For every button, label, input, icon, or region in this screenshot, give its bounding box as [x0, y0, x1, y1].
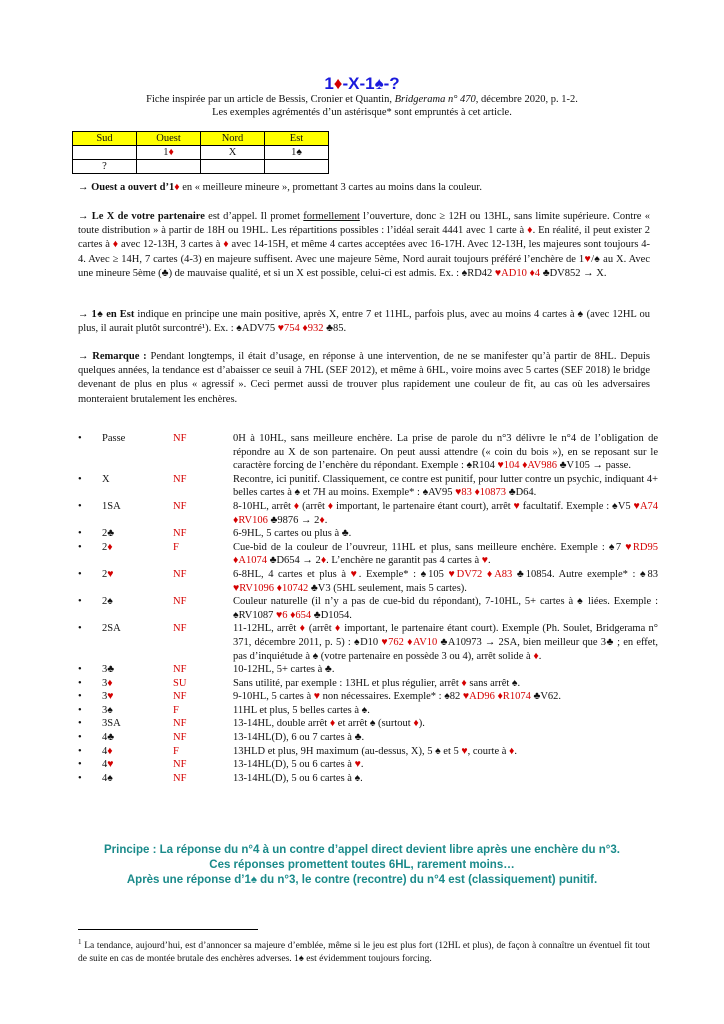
response-bid: X [102, 473, 110, 485]
subtitle: Fiche inspirée par un article de Bessis, Cronier et Quantin, Bridgerama n° 470, décembre 2020, p. 1-2. Les exemples agrémentés d’un astérisque* sont empruntés à cet article. [146, 94, 578, 118]
bullet-icon: • [78, 664, 82, 676]
paragraph-remark: → Remarque : Pendant longtemps, il était d’usage, en réponse à une intervention, de ne se manifester qu’à partir de 8HL. Depuis quelques années, la tendance est d’abaisser ce seuil à 7HL (SEF 2012), et même à 6HL, voire moins avec 5 cartes (SEF 2018) le bridge devenant de plus en plus « agressif ». Ceci permet aussi de trouver plus rapidement une couleur de fit, au cas où les adversaires monteraient brutalement les enchères. [78, 351, 651, 405]
response-bid: 4♠ [102, 772, 113, 784]
response-bid: 3SA [102, 718, 121, 730]
response-item [78, 595, 658, 622]
bullet-icon: • [78, 568, 82, 580]
bullet-icon: • [78, 704, 82, 716]
response-bid: 2♥ [102, 568, 114, 580]
response-item [78, 432, 658, 473]
bid-cell [265, 160, 329, 174]
bullet-icon: • [78, 528, 82, 540]
response-item [78, 731, 658, 745]
response-description: 13-14HL(D), 6 ou 7 cartes à ♣. [233, 732, 365, 744]
bidding-table [72, 131, 329, 174]
paragraph-double: → Le X de votre partenaire est d’appel. Il promet formellement l’ouverture, donc ≥ 12H ou 13HL, sans limite supérieure. Contre « toute distribution » à partir de 18H ou 19HL. Les répartitions possibles : l’idéal serait 4441 avec 1 carte à ♦. En réalité, il peut exister 2 cartes à ♦ avec 12-13H, 3 cartes à ♦ avec 14-15H, et même 4 cartes acceptées avec 16-17H. Avec 12-13H, les majeures sont toujours 4-4. Avec ≥ 14H, 7 cartes (4-3) en majeure suffisent. Avec une majeure 5ème, Nord aurait toujours préféré l’enchère de 1♥/♠ au X. Avec une mineure 5ème (♣) de mauvaise qualité, et si un X est possible, celui-ci est admis. Ex. : ♠RD42 ♥AD10 ♦4 ♣DV852 → X. [78, 211, 651, 279]
bullet-icon: • [78, 433, 82, 444]
bullet-icon: • [78, 473, 82, 485]
response-code: NF [173, 732, 187, 744]
response-code: SU [173, 677, 187, 689]
paragraph-one-spade: → 1♠ en Est indique en principe une main positive, après X, entre 7 et 11HL, parfois plus, avec au moins 4 cartes à ♠ (avec 12HL ou plus, il aurait plutôt surcontré¹). Ex. : ♠ADV75 ♥754 ♦932 ♣85. [78, 309, 650, 335]
page-title: 1♦-X-1♠-? [324, 74, 400, 93]
bid-cell [137, 160, 201, 174]
response-description: 13-14HL(D), 5 ou 6 cartes à ♠. [233, 772, 363, 784]
response-item [78, 541, 658, 568]
response-item [78, 622, 658, 663]
bid-cell [201, 160, 265, 174]
principle-box: Principe : La réponse du n°4 à un contre d’appel direct devient libre après une enchère du n°3. Ces réponses promettent toutes 6HL, rarement moins… Après une réponse d’1♠ du n°3, le contre (recontre) du n°4 est (classiquement) punitif. [104, 844, 620, 886]
response-code: NF [173, 568, 187, 580]
response-description: Couleur naturelle (il n’y a pas de cue-bid du répondant), 7-10HL, 5+ cartes à ♠ liées. Exemple : ♠RV1087 ♥6 ♦654 ♣D1054. [233, 596, 658, 621]
bullet-icon: • [78, 732, 82, 744]
response-code: NF [173, 596, 187, 608]
response-bid: 3♣ [102, 664, 115, 676]
response-bid: 4♥ [102, 759, 114, 771]
response-code: NF [173, 433, 187, 444]
response-description: 9-10HL, 5 cartes à ♥ non nécessaires. Exemple* : ♠82 ♥AD96 ♦R1074 ♣V62. [233, 691, 562, 703]
response-bid: 2♠ [102, 596, 113, 608]
response-item [78, 663, 658, 677]
response-description: 11-12HL, arrêt ♦ (arrêt ♦ important, le partenaire étant court). Exemple (Ph. Soulet, Bridgerama n° 371, décembre 2011, p. 5) : ♠D10 ♥762 ♦AV10 ♣A10973 → 2SA, bien meilleur que 3♣ ; en effet, pas d’inquiétude à ♠ (votre partenaire en possède 3 ou 4), arrêt solide à ♦. [233, 623, 659, 662]
response-code: NF [173, 772, 187, 784]
response-bid: 4♦ [102, 745, 113, 757]
response-item [78, 745, 658, 759]
response-code: NF [173, 528, 187, 540]
response-bid: 3♥ [102, 691, 114, 703]
response-item [78, 772, 658, 786]
response-bid: 2♣ [102, 528, 115, 540]
response-item [78, 473, 658, 500]
bid-header-est: Est [265, 132, 329, 146]
response-description: Recontre, ici punitif. Classiquement, ce contre est punitif, pour lutter contre un psychic, indiquant 4+ belles cartes à ♠ et 7H au moins. Exemple* : ♠AV95 ♥83 ♦10873 ♣D64. [233, 473, 658, 499]
response-bid: 2♦ [102, 541, 113, 553]
bid-cell: 1♦ [137, 146, 201, 160]
response-code: NF [173, 664, 187, 676]
bid-cell: ? [73, 160, 137, 174]
response-description: 13-14HL, double arrêt ♦ et arrêt ♠ (surtout ♦). [233, 718, 425, 730]
bid-header-nord: Nord [201, 132, 265, 146]
response-bid: 1SA [102, 500, 121, 512]
response-bid: 2SA [102, 623, 121, 635]
response-description: 0H à 10HL, sans meilleure enchère. La prise de parole du n°3 délivre le n°4 de l’obligation de répondre au X de son partenaire. On peut aussi attendre (« coin du bois »), en se reposant sur le caractère forcing de l’enchère du répondant. Exemple : ♠R104 ♥104 ♦AV986 ♣V105 → passe. [233, 433, 658, 472]
footnote: $^1$ La tendance, aujourd’hui, est d’annoncer sa majeure d’emblée, même si le jeu est plus fort (12HL et plus), de façon à connaître un éventuel fit tout de suite en cas de montée brutale des enchères adverses. 1♠ est évidemment toujours forcing. [78, 938, 650, 965]
response-code: F [173, 541, 179, 553]
response-description: 13HLD et plus, 9H maximum (au-dessus, X), 5 ♠ et 5 ♥, courte à ♦. [233, 745, 518, 757]
bullet-icon: • [78, 718, 82, 730]
bullet-icon: • [78, 500, 82, 512]
response-code: F [173, 704, 179, 716]
response-description: 10-12HL, 5+ cartes à ♣. [233, 664, 335, 676]
response-code: NF [173, 691, 187, 703]
responses-list [78, 432, 658, 785]
bullet-icon: • [78, 541, 82, 553]
bid-cell [73, 146, 137, 160]
response-code: NF [173, 718, 187, 730]
response-description: Sans utilité, par exemple : 13HL et plus régulier, arrêt ♦ sans arrêt ♠. [233, 677, 521, 689]
response-bid: Passe [102, 433, 126, 444]
response-code: F [173, 745, 179, 757]
response-description: Cue-bid de la couleur de l’ouvreur, 11HL et plus, sans meilleure enchère. Exemple : ♠7 ♥RD95 ♦A1074 ♣D654 → 2♦. L’enchère ne garantit pas 4 cartes à ♥. [233, 541, 658, 567]
response-description: 6-9HL, 5 cartes ou plus à ♣. [233, 528, 352, 540]
bullet-icon: • [78, 745, 82, 757]
bullet-icon: • [78, 691, 82, 703]
response-description: 13-14HL(D), 5 ou 6 cartes à ♥. [233, 759, 364, 771]
response-code: NF [173, 623, 187, 635]
bullet-icon: • [78, 596, 82, 608]
response-item [78, 758, 658, 772]
bid-header-ouest: Ouest [137, 132, 201, 146]
response-code: NF [173, 500, 187, 512]
bid-cell: X [201, 146, 265, 160]
response-code: NF [173, 473, 187, 485]
bid-header-sud: Sud [73, 132, 137, 146]
response-item [78, 500, 658, 527]
response-description: 11HL et plus, 5 belles cartes à ♠. [233, 704, 370, 716]
response-item [78, 568, 658, 595]
response-item [78, 527, 658, 541]
response-item [78, 717, 658, 731]
response-bid: 4♣ [102, 732, 115, 744]
paragraph-opening: → Ouest a ouvert d’1♦ en « meilleure mineure », promettant 3 cartes au moins dans la couleur. [78, 182, 482, 193]
response-code: NF [173, 759, 187, 771]
response-bid: 3♠ [102, 704, 113, 716]
response-description: 8-10HL, arrêt ♦ (arrêt ♦ important, le partenaire étant court), arrêt ♥ facultatif. Exemple : ♠V5 ♥A74 ♦RV106 ♣9876 → 2♦. [233, 500, 659, 526]
response-bid: 3♦ [102, 677, 113, 689]
response-item [78, 690, 658, 704]
bid-cell: 1♠ [265, 146, 329, 160]
bullet-icon: • [78, 772, 82, 784]
bullet-icon: • [78, 623, 82, 635]
response-description: 6-8HL, 4 cartes et plus à ♥. Exemple* : ♠105 ♥DV72 ♦A83 ♣10854. Autre exemple* : ♠83 ♥RV1096 ♦10742 ♣V3 (5HL seulement, mais 5 cartes). [233, 568, 658, 594]
footnote-divider [78, 929, 258, 930]
bullet-icon: • [78, 677, 82, 689]
response-item [78, 704, 658, 718]
response-item [78, 677, 658, 691]
bullet-icon: • [78, 759, 82, 771]
